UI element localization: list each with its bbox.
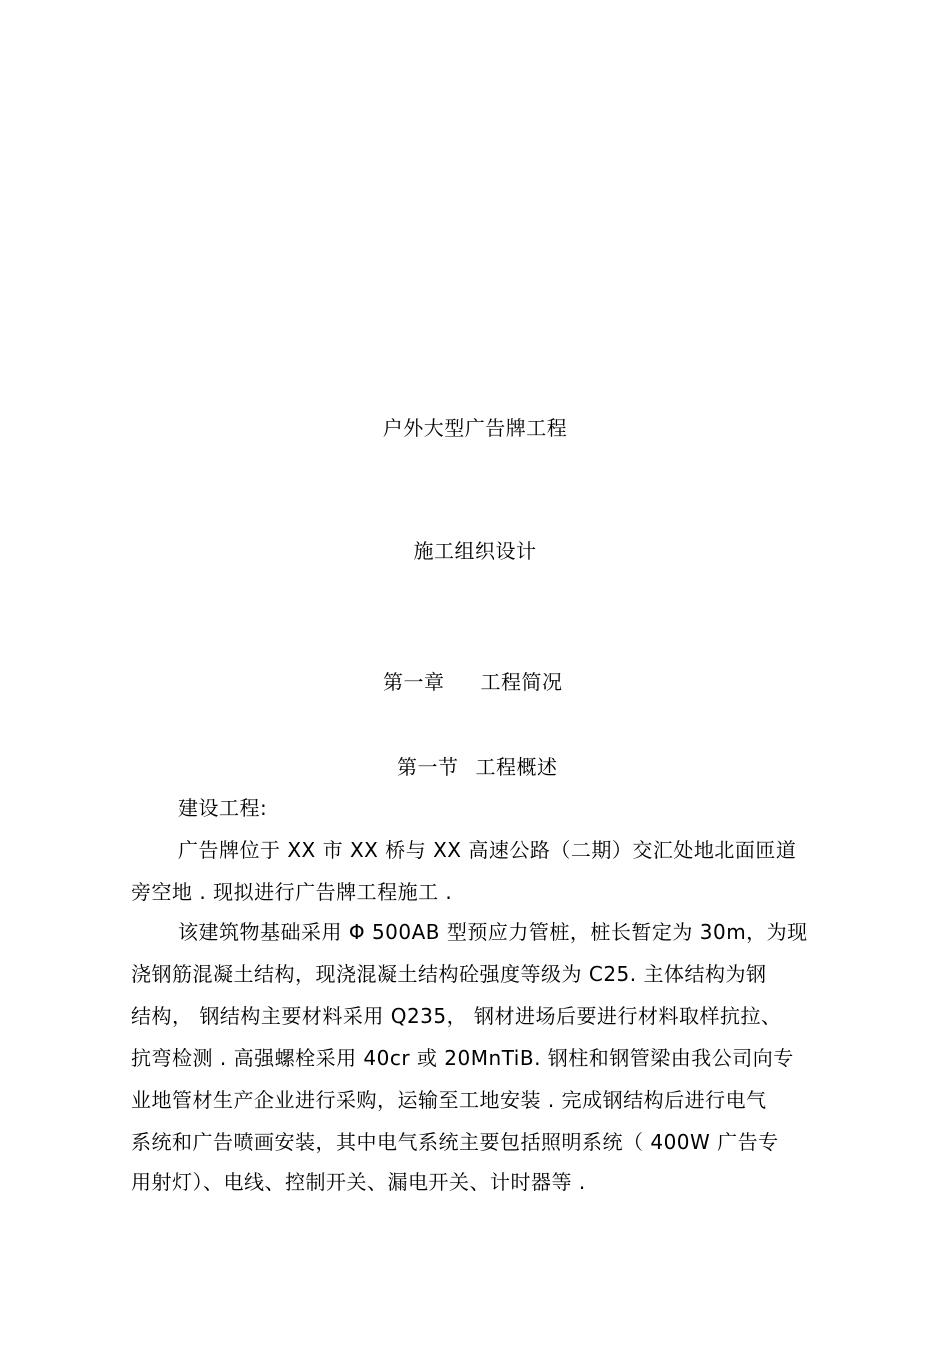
section-title: 工程概述	[475, 755, 558, 779]
document-title: 户外大型广告牌工程	[382, 416, 568, 440]
chapter-number: 第一章	[383, 670, 445, 694]
section-heading	[397, 755, 558, 779]
paragraph2-line6: 系统和广告喷画安装，其中电气系统主要包括照明系统（ 400W 广告专	[131, 1130, 779, 1154]
paragraph1-line2: 旁空地 . 现拟进行广告牌工程施工 .	[131, 880, 453, 904]
chapter-title: 工程简况	[480, 670, 563, 694]
paragraph2-line2: 浇钢筋混凝土结构，现浇混凝土结构砼强度等级为 C25. 主体结构为钢	[131, 962, 767, 986]
paragraph2-line5: 业地管材生产企业进行采购，运输至工地安装 . 完成钢结构后进行电气	[131, 1088, 767, 1112]
paragraph1-line1: 广告牌位于 XX 市 XX 桥与 XX 高速公路（二期）交汇处地北面匝道	[178, 838, 797, 862]
paragraph2-line3: 结构， 钢结构主要材料采用 Q235， 钢材进场后要进行材料取样抗拉、	[131, 1004, 782, 1028]
paragraph2-line7: 用射灯）、电线、控制开关、漏电开关、计时器等 .	[131, 1170, 586, 1194]
paragraph2-line4: 抗弯检测 . 高强螺栓采用 40cr 或 20MnTiB. 钢柱和钢管梁由我公司向专	[131, 1046, 794, 1070]
paragraph2-line1: 该建筑物基础采用 Φ 500AB 型预应力管桩，桩长暂定为 30m，为现	[178, 920, 808, 944]
section-number: 第一节	[397, 755, 459, 779]
subheading: 建设工程:	[178, 796, 268, 820]
document-subtitle: 施工组织设计	[413, 539, 537, 563]
chapter-heading	[383, 670, 563, 694]
